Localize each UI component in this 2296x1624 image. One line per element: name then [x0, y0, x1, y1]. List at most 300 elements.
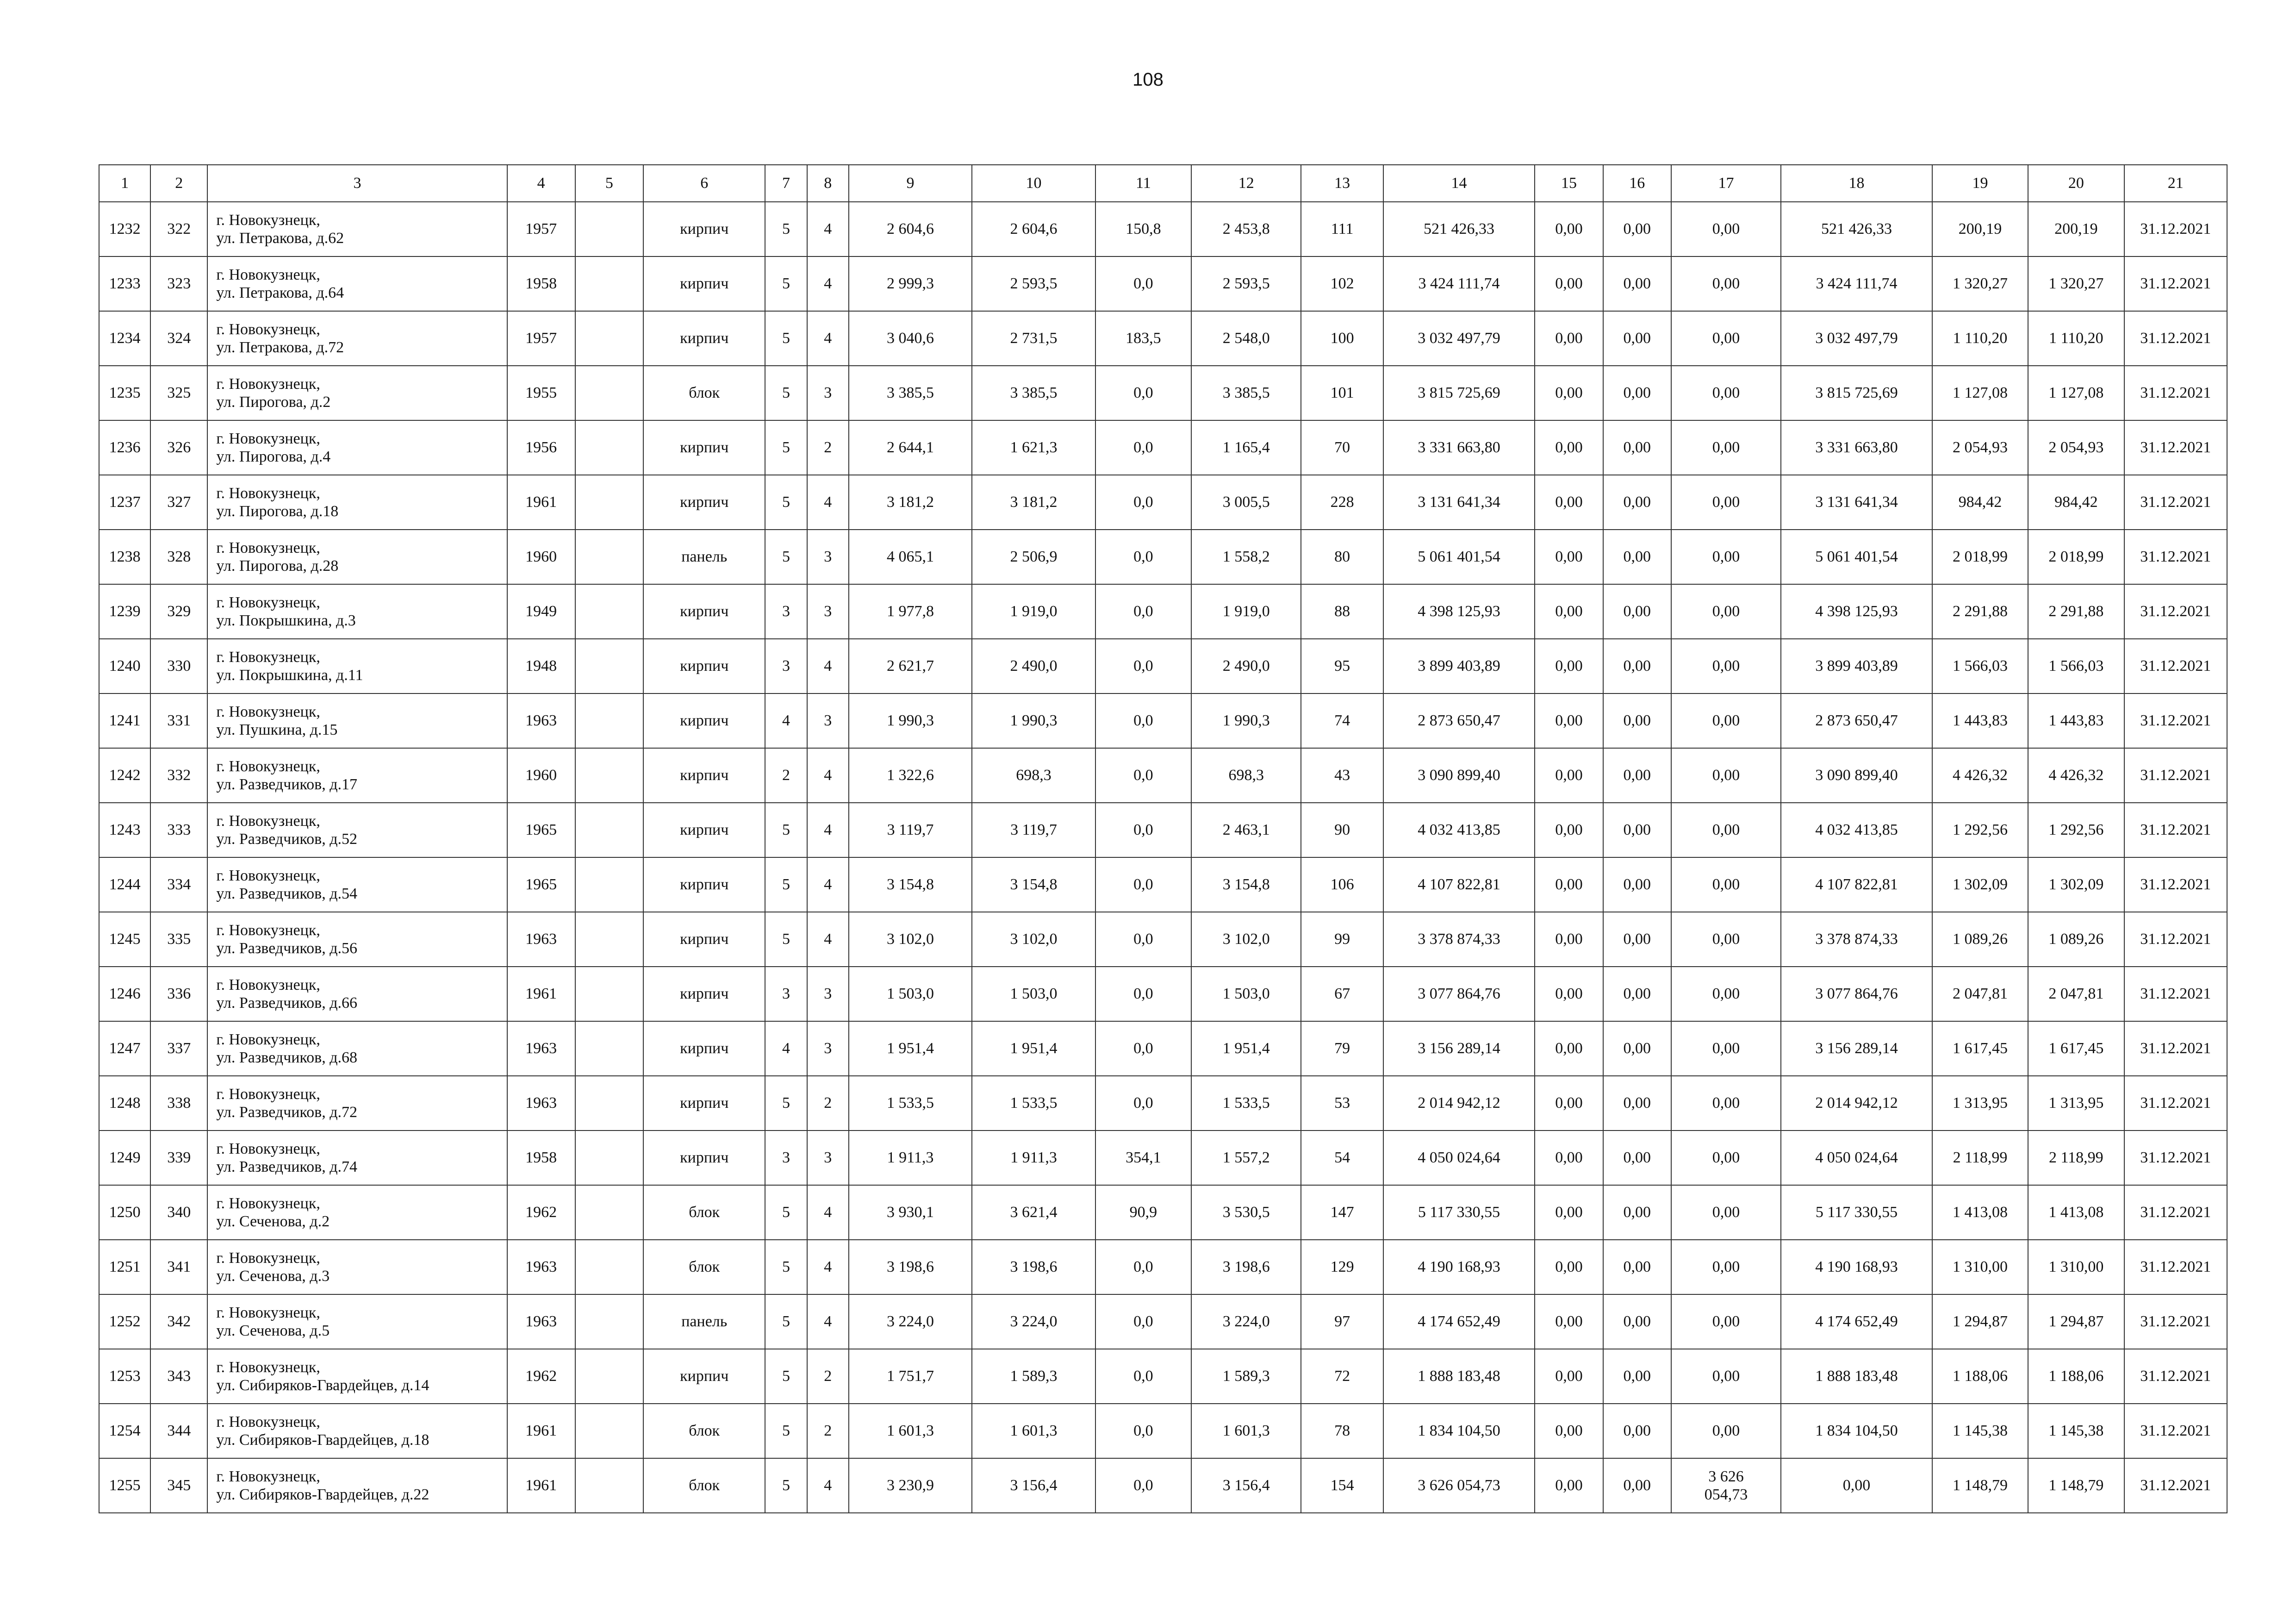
table-cell: 1 413,08 — [1932, 1185, 2028, 1240]
table-cell: 0,00 — [1603, 803, 1671, 857]
table-cell: 0,00 — [1603, 967, 1671, 1021]
table-cell: 3 032 497,79 — [1383, 311, 1535, 366]
table-cell: 0,00 — [1603, 584, 1671, 639]
table-cell: 0,0 — [1095, 967, 1191, 1021]
table-cell: 1252 — [99, 1294, 150, 1349]
table-cell: 2 014 942,12 — [1383, 1076, 1535, 1131]
table-cell: 1 127,08 — [2028, 366, 2124, 420]
table-cell: 1 990,3 — [849, 693, 972, 748]
table-cell: 5 — [765, 1294, 807, 1349]
table-cell: 1956 — [507, 420, 575, 475]
table-cell: 4 174 652,49 — [1781, 1294, 1932, 1349]
table-row — [99, 1404, 2227, 1458]
table-cell: 0,00 — [1603, 475, 1671, 530]
table-cell: 698,3 — [1191, 748, 1301, 803]
table-cell: 0,00 — [1671, 1021, 1781, 1076]
table-cell: 0,00 — [1603, 1131, 1671, 1185]
table-cell: 1965 — [507, 803, 575, 857]
table-cell: 31.12.2021 — [2124, 1021, 2228, 1076]
column-header-21: 21 — [2124, 165, 2228, 202]
table-cell: 327 — [150, 475, 207, 530]
table-cell: 1242 — [99, 748, 150, 803]
table-cell: 3 154,8 — [849, 857, 972, 912]
table-cell: 1 589,3 — [972, 1349, 1095, 1404]
table-cell: 0,00 — [1603, 1076, 1671, 1131]
table-cell: 0,00 — [1671, 857, 1781, 912]
table-cell: 1232 — [99, 202, 150, 256]
table-cell: 4 050 024,64 — [1383, 1131, 1535, 1185]
table-cell: 1 302,09 — [1932, 857, 2028, 912]
table-cell — [575, 639, 643, 693]
address-cell: г. Новокузнецк, ул. Разведчиков, д.56 — [207, 912, 507, 967]
table-cell: 3 899 403,89 — [1383, 639, 1535, 693]
table-cell: 0,00 — [1535, 420, 1603, 475]
table-cell: 1 148,79 — [1932, 1458, 2028, 1513]
table-cell: 3 — [807, 967, 849, 1021]
table-cell: блок — [643, 366, 765, 420]
table-cell: 154 — [1301, 1458, 1383, 1513]
table-cell — [575, 1458, 643, 1513]
table-cell: 3 156,4 — [1191, 1458, 1301, 1513]
table-cell: 5 061 401,54 — [1383, 530, 1535, 584]
table-cell: 1 503,0 — [972, 967, 1095, 1021]
table-cell: 1961 — [507, 967, 575, 1021]
table-cell: 1963 — [507, 693, 575, 748]
table-cell: 1244 — [99, 857, 150, 912]
table-cell: 0,00 — [1671, 912, 1781, 967]
table-cell: 79 — [1301, 1021, 1383, 1076]
table-cell: 3 090 899,40 — [1383, 748, 1535, 803]
table-cell: 5 117 330,55 — [1383, 1185, 1535, 1240]
table-cell: 3 424 111,74 — [1781, 256, 1932, 311]
table-cell: 1 990,3 — [1191, 693, 1301, 748]
table-cell: 1 566,03 — [1932, 639, 2028, 693]
table-cell: 31.12.2021 — [2124, 1185, 2228, 1240]
table-cell: 1963 — [507, 1076, 575, 1131]
table-cell — [575, 1185, 643, 1240]
table-cell: 0,00 — [1603, 256, 1671, 311]
table-cell: 31.12.2021 — [2124, 1349, 2228, 1404]
table-cell: 0,00 — [1671, 1076, 1781, 1131]
address-cell: г. Новокузнецк, ул. Разведчиков, д.54 — [207, 857, 507, 912]
table-cell: 1 601,3 — [1191, 1404, 1301, 1458]
table-row — [99, 1349, 2227, 1404]
table-cell: 0,0 — [1095, 1458, 1191, 1513]
table-cell: 1 990,3 — [972, 693, 1095, 748]
table-cell: 354,1 — [1095, 1131, 1191, 1185]
column-header-11: 11 — [1095, 165, 1191, 202]
table-cell: 1250 — [99, 1185, 150, 1240]
table-cell: 31.12.2021 — [2124, 202, 2228, 256]
table-cell: 1 145,38 — [2028, 1404, 2124, 1458]
table-cell: 0,00 — [1671, 1349, 1781, 1404]
table-cell: 5 — [765, 311, 807, 366]
table-cell: 2 453,8 — [1191, 202, 1301, 256]
address-cell: г. Новокузнецк, ул. Сеченова, д.5 — [207, 1294, 507, 1349]
table-cell: 2 — [807, 1404, 849, 1458]
table-cell: 3 077 864,76 — [1781, 967, 1932, 1021]
table-cell: 0,00 — [1603, 530, 1671, 584]
table-cell: 0,00 — [1671, 256, 1781, 311]
table-cell: 3 181,2 — [849, 475, 972, 530]
table-row — [99, 311, 2227, 366]
table-cell: 100 — [1301, 311, 1383, 366]
table-cell: 31.12.2021 — [2124, 366, 2228, 420]
table-cell: 0,00 — [1535, 1294, 1603, 1349]
table-cell: 0,00 — [1603, 366, 1671, 420]
table-cell: 3 385,5 — [972, 366, 1095, 420]
address-cell: г. Новокузнецк, ул. Сибиряков-Гвардейцев, д.18 — [207, 1404, 507, 1458]
table-cell: 0,00 — [1535, 748, 1603, 803]
table-cell: 332 — [150, 748, 207, 803]
table-cell: 0,00 — [1535, 1458, 1603, 1513]
table-cell: 1 322,6 — [849, 748, 972, 803]
table-row — [99, 420, 2227, 475]
table-cell: кирпич — [643, 1076, 765, 1131]
address-cell: г. Новокузнецк, ул. Петракова, д.62 — [207, 202, 507, 256]
table-cell: 3 — [765, 967, 807, 1021]
table-cell: 1 165,4 — [1191, 420, 1301, 475]
table-cell: 0,00 — [1603, 1349, 1671, 1404]
table-row — [99, 584, 2227, 639]
table-cell: 5 — [765, 1349, 807, 1404]
address-cell: г. Новокузнецк, ул. Сибиряков-Гвардейцев, д.14 — [207, 1349, 507, 1404]
table-cell: 1 911,3 — [972, 1131, 1095, 1185]
table-cell: 0,0 — [1095, 256, 1191, 311]
table-cell: 2 118,99 — [1932, 1131, 2028, 1185]
table-cell: 3 154,8 — [972, 857, 1095, 912]
table-cell: 31.12.2021 — [2124, 748, 2228, 803]
table-cell: 200,19 — [1932, 202, 2028, 256]
table-cell: 1 951,4 — [1191, 1021, 1301, 1076]
table-cell: 0,00 — [1603, 1294, 1671, 1349]
table-cell: 0,00 — [1603, 748, 1671, 803]
table-cell: 1251 — [99, 1240, 150, 1294]
table-cell: 3 — [765, 639, 807, 693]
table-cell: 335 — [150, 912, 207, 967]
table-row — [99, 748, 2227, 803]
table-cell: 4 — [807, 639, 849, 693]
table-cell: 3 815 725,69 — [1781, 366, 1932, 420]
table-cell: 4 — [807, 803, 849, 857]
table-cell: 31.12.2021 — [2124, 1404, 2228, 1458]
table-cell: 3 331 663,80 — [1383, 420, 1535, 475]
table-cell: 3 131 641,34 — [1781, 475, 1932, 530]
table-cell: 3 378 874,33 — [1383, 912, 1535, 967]
table-cell: 3 102,0 — [972, 912, 1095, 967]
table-cell: 1 110,20 — [1932, 311, 2028, 366]
table-cell: 0,00 — [1671, 530, 1781, 584]
address-cell: г. Новокузнецк, ул. Пирогова, д.18 — [207, 475, 507, 530]
table-cell: 0,00 — [1535, 967, 1603, 1021]
table-cell — [575, 1294, 643, 1349]
table-cell: 31.12.2021 — [2124, 639, 2228, 693]
table-cell: 31.12.2021 — [2124, 1131, 2228, 1185]
table-cell: 0,00 — [1535, 1021, 1603, 1076]
address-cell: г. Новокузнецк, ул. Разведчиков, д.68 — [207, 1021, 507, 1076]
table-cell: блок — [643, 1404, 765, 1458]
column-header-13: 13 — [1301, 165, 1383, 202]
table-cell — [575, 202, 643, 256]
table-cell: 0,00 — [1603, 420, 1671, 475]
table-cell: 1961 — [507, 475, 575, 530]
table-cell: 31.12.2021 — [2124, 1294, 2228, 1349]
table-cell — [575, 475, 643, 530]
table-cell: 4 426,32 — [2028, 748, 2124, 803]
table-cell: 0,00 — [1671, 420, 1781, 475]
address-cell: г. Новокузнецк, ул. Покрышкина, д.11 — [207, 639, 507, 693]
table-cell: 0,00 — [1603, 1021, 1671, 1076]
table-cell: кирпич — [643, 967, 765, 1021]
table-cell — [575, 420, 643, 475]
table-cell: 1 911,3 — [849, 1131, 972, 1185]
address-cell: г. Новокузнецк, ул. Пушкина, д.15 — [207, 693, 507, 748]
table-cell: 1960 — [507, 530, 575, 584]
table-cell: 228 — [1301, 475, 1383, 530]
table-cell: 1 951,4 — [972, 1021, 1095, 1076]
table-cell: 0,00 — [1671, 202, 1781, 256]
table-cell: 31.12.2021 — [2124, 1076, 2228, 1131]
table-cell: 1 127,08 — [1932, 366, 2028, 420]
table-cell: 3 198,6 — [849, 1240, 972, 1294]
table-cell: 1 188,06 — [2028, 1349, 2124, 1404]
table-cell: 74 — [1301, 693, 1383, 748]
table-cell: 4 — [765, 1021, 807, 1076]
table-cell: 2 548,0 — [1191, 311, 1301, 366]
table-cell: 1 145,38 — [1932, 1404, 2028, 1458]
table-cell: 2 014 942,12 — [1781, 1076, 1932, 1131]
address-cell: г. Новокузнецк, ул. Пирогова, д.4 — [207, 420, 507, 475]
table-cell: 3 — [807, 366, 849, 420]
table-cell: 3 198,6 — [1191, 1240, 1301, 1294]
table-cell: 3 090 899,40 — [1781, 748, 1932, 803]
table-cell: 4 174 652,49 — [1383, 1294, 1535, 1349]
table-cell: 3 — [765, 584, 807, 639]
table-cell — [575, 803, 643, 857]
column-header-2: 2 — [150, 165, 207, 202]
table-cell: 5 — [765, 1458, 807, 1513]
table-cell: 101 — [1301, 366, 1383, 420]
table-cell: 0,0 — [1095, 475, 1191, 530]
table-cell: 1963 — [507, 1294, 575, 1349]
table-cell — [575, 366, 643, 420]
table-cell: 5 — [765, 857, 807, 912]
table-cell: 1 313,95 — [1932, 1076, 2028, 1131]
table-cell: 1 443,83 — [2028, 693, 2124, 748]
table-cell: 0,00 — [1671, 1294, 1781, 1349]
table-cell: 0,00 — [1671, 803, 1781, 857]
table-cell: 328 — [150, 530, 207, 584]
table-body — [99, 202, 2227, 1513]
table-cell: 1233 — [99, 256, 150, 311]
table-cell: 0,0 — [1095, 912, 1191, 967]
table-cell: 4 398 125,93 — [1383, 584, 1535, 639]
table-cell: кирпич — [643, 912, 765, 967]
table-cell: 4 050 024,64 — [1781, 1131, 1932, 1185]
table-cell: 2 291,88 — [2028, 584, 2124, 639]
table-cell: 521 426,33 — [1781, 202, 1932, 256]
table-cell: 2 463,1 — [1191, 803, 1301, 857]
table-cell: 54 — [1301, 1131, 1383, 1185]
table-cell: 1237 — [99, 475, 150, 530]
table-cell: 31.12.2021 — [2124, 1240, 2228, 1294]
table-cell: 0,00 — [1535, 366, 1603, 420]
table-cell: 5 — [765, 475, 807, 530]
table-cell: 1241 — [99, 693, 150, 748]
table-cell: кирпич — [643, 420, 765, 475]
table-row — [99, 530, 2227, 584]
table-cell: 334 — [150, 857, 207, 912]
table-cell: 1 601,3 — [972, 1404, 1095, 1458]
table-row — [99, 366, 2227, 420]
address-cell: г. Новокузнецк, ул. Пирогова, д.2 — [207, 366, 507, 420]
table-cell: 322 — [150, 202, 207, 256]
table-cell: 1 621,3 — [972, 420, 1095, 475]
table-cell: 1254 — [99, 1404, 150, 1458]
table-cell: 1 601,3 — [849, 1404, 972, 1458]
table-cell: 2 593,5 — [972, 256, 1095, 311]
table-cell: кирпич — [643, 1131, 765, 1185]
table-cell — [575, 693, 643, 748]
table-cell: 0,0 — [1095, 1240, 1191, 1294]
table-cell: 0,0 — [1095, 530, 1191, 584]
table-cell: 0,00 — [1535, 803, 1603, 857]
table-cell: 1240 — [99, 639, 150, 693]
table-cell: 1 443,83 — [1932, 693, 2028, 748]
table-cell: 4 — [807, 1185, 849, 1240]
table-cell: 323 — [150, 256, 207, 311]
table-cell: 1243 — [99, 803, 150, 857]
table-cell: 1234 — [99, 311, 150, 366]
table-cell: 0,00 — [1603, 1185, 1671, 1240]
table-cell: кирпич — [643, 857, 765, 912]
table-cell: 4 — [807, 1294, 849, 1349]
table-cell: 3 224,0 — [849, 1294, 972, 1349]
table-row — [99, 1021, 2227, 1076]
table-cell: 78 — [1301, 1404, 1383, 1458]
table-cell: 5 061 401,54 — [1781, 530, 1932, 584]
table-cell: кирпич — [643, 202, 765, 256]
table-cell: 0,00 — [1535, 857, 1603, 912]
table-cell: 1 951,4 — [849, 1021, 972, 1076]
table-cell: 1255 — [99, 1458, 150, 1513]
table-cell: 0,00 — [1603, 639, 1671, 693]
address-cell: г. Новокузнецк, ул. Пирогова, д.28 — [207, 530, 507, 584]
table-cell: блок — [643, 1240, 765, 1294]
table-cell: 2 — [807, 420, 849, 475]
table-cell: 1253 — [99, 1349, 150, 1404]
table-cell: 5 — [765, 202, 807, 256]
table-cell: 31.12.2021 — [2124, 530, 2228, 584]
table-cell: 1235 — [99, 366, 150, 420]
table-cell: 2 018,99 — [1932, 530, 2028, 584]
table-cell: 31.12.2021 — [2124, 311, 2228, 366]
table-cell: 31.12.2021 — [2124, 912, 2228, 967]
table-cell: 698,3 — [972, 748, 1095, 803]
column-header-4: 4 — [507, 165, 575, 202]
table-cell: блок — [643, 1185, 765, 1240]
table-cell: 1963 — [507, 912, 575, 967]
table-cell: 2 018,99 — [2028, 530, 2124, 584]
table-cell: 3 154,8 — [1191, 857, 1301, 912]
table-cell: 1246 — [99, 967, 150, 1021]
table-row — [99, 967, 2227, 1021]
table-cell: 67 — [1301, 967, 1383, 1021]
table-cell: 336 — [150, 967, 207, 1021]
table-cell: 338 — [150, 1076, 207, 1131]
table-cell: 70 — [1301, 420, 1383, 475]
table-cell: 341 — [150, 1240, 207, 1294]
table-cell: 1955 — [507, 366, 575, 420]
table-cell: 5 — [765, 366, 807, 420]
table-cell: 4 107 822,81 — [1383, 857, 1535, 912]
table-cell: 1948 — [507, 639, 575, 693]
table-row — [99, 475, 2227, 530]
table-cell: 5 — [765, 912, 807, 967]
table-cell: 0,00 — [1535, 693, 1603, 748]
table-cell: 0,00 — [1603, 693, 1671, 748]
table-cell: 330 — [150, 639, 207, 693]
table-cell: 1 888 183,48 — [1781, 1349, 1932, 1404]
column-header-12: 12 — [1191, 165, 1301, 202]
table-cell: 3 385,5 — [849, 366, 972, 420]
table-cell: 3 119,7 — [849, 803, 972, 857]
table-cell: 0,00 — [1671, 1240, 1781, 1294]
table-cell: 5 — [765, 803, 807, 857]
address-cell: г. Новокузнецк, ул. Разведчиков, д.66 — [207, 967, 507, 1021]
table-cell: 1962 — [507, 1349, 575, 1404]
table-cell: кирпич — [643, 1349, 765, 1404]
table-cell: 0,0 — [1095, 693, 1191, 748]
table-cell: 0,0 — [1095, 803, 1191, 857]
table-cell: 43 — [1301, 748, 1383, 803]
table-cell: 4 — [807, 857, 849, 912]
column-header-5: 5 — [575, 165, 643, 202]
table-cell: 183,5 — [1095, 311, 1191, 366]
table-cell: 4 — [807, 202, 849, 256]
table-cell: 4 — [807, 748, 849, 803]
table-cell: панель — [643, 1294, 765, 1349]
housing-registry-table — [99, 164, 2228, 1513]
table-cell: 1249 — [99, 1131, 150, 1185]
table-cell: 333 — [150, 803, 207, 857]
table-cell: 3 102,0 — [1191, 912, 1301, 967]
table-cell: 2 644,1 — [849, 420, 972, 475]
table-cell: 3 815 725,69 — [1383, 366, 1535, 420]
table-cell: 0,00 — [1535, 1131, 1603, 1185]
table-cell: кирпич — [643, 1021, 765, 1076]
table-cell: 5 — [765, 256, 807, 311]
table-cell: 4 — [807, 256, 849, 311]
table-cell: 0,0 — [1095, 584, 1191, 639]
table-cell: 90 — [1301, 803, 1383, 857]
table-cell — [575, 1131, 643, 1185]
column-header-8: 8 — [807, 165, 849, 202]
table-row — [99, 857, 2227, 912]
table-cell: 1 533,5 — [972, 1076, 1095, 1131]
table-cell: 0,00 — [1535, 912, 1603, 967]
table-row — [99, 803, 2227, 857]
table-cell: 0,00 — [1603, 1458, 1671, 1513]
table-cell: 129 — [1301, 1240, 1383, 1294]
table-cell — [575, 256, 643, 311]
table-cell: 1 617,45 — [2028, 1021, 2124, 1076]
table-cell: 1248 — [99, 1076, 150, 1131]
table-cell: 0,00 — [1671, 693, 1781, 748]
table-cell: 2 731,5 — [972, 311, 1095, 366]
table-cell: 5 — [765, 530, 807, 584]
table-cell: кирпич — [643, 475, 765, 530]
